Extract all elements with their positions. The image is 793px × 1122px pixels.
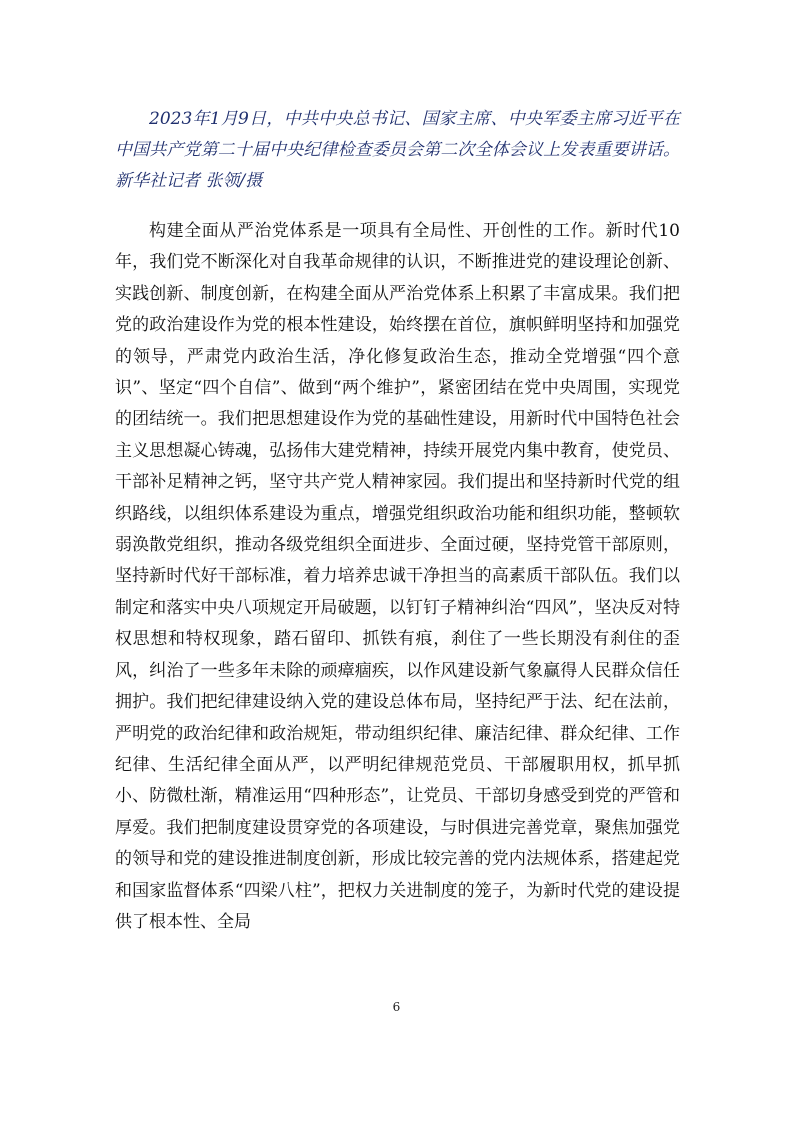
photo-caption: 2023年1月9日，中共中央总书记、国家主席、中央军委主席习近平在中国共产党第二十届中央纪律检查委员会第二次全体会议上发表重要讲话。新华社记者 张领/摄 [115, 109, 680, 191]
body-paragraph: 构建全面从严治党体系是一项具有全局性、开创性的工作。新时代10年，我们党不断深化对自我革命规律的认识，不断推进党的建设理论创新、实践创新、制度创新，在构建全面从严治党体系上积累了丰富成果。我们把党的政治建设作为党的根本性建设，始终摆在首位，旗帜鲜明坚持和加强党的领导，严肃党内政治生活，净化修复政治生态，推动全党增强“四个意识”、坚定“四个自信”、做到“两个维护”，紧密团结在党中央周围，实现党的团结统一。我们把思想建设作为党的基础性建设，用新时代中国特色社会主义思想凝心铸魂，弘扬伟大建党精神，持续开展党内集中教育，使党员、干部补足精神之钙，坚守共产党人精神家园。我们提出和坚持新时代党的组织路线，以组织体系建设为重点，增强党组织政治功能和组织功能，整顿软弱涣散党组织，推动各级党组织全面进步、全面过硬，坚持党管干部原则，坚持新时代好干部标准，着力培养忠诚干净担当的高素质干部队伍。我们以制定和落实中央八项规定开局破题，以钉钉子精神纠治“四风”，坚决反对特权思想和特权现象，踏石留印、抓铁有痕，刹住了一些长期没有刹住的歪风，纠治了一些多年未除的顽瘴痼疾，以作风建设新气象赢得人民群众信任拥护。我们把纪律建设纳入党的建设总体布局，坚持纪严于法、纪在法前，严明党的政治纪律和政治规矩，带动组织纪律、廉洁纪律、群众纪律、工作纪律、生活纪律全面从严，以严明纪律规范党员、干部履职用权，抓早抓小、防微杜渐，精准运用“四种形态”，让党员、干部切身感受到党的严管和厚爱。我们把制度建设贯穿党的各项建设，与时俱进完善党章，聚焦加强党的领导和党的建设推进制度创新，形成比较完善的党内法规体系，搭建起党和国家监督体系“四梁八柱”，把权力关进制度的笼子，为新时代党的建设提供了根本性、全局 [115, 221, 680, 932]
page-number: 6 [392, 1000, 401, 1014]
